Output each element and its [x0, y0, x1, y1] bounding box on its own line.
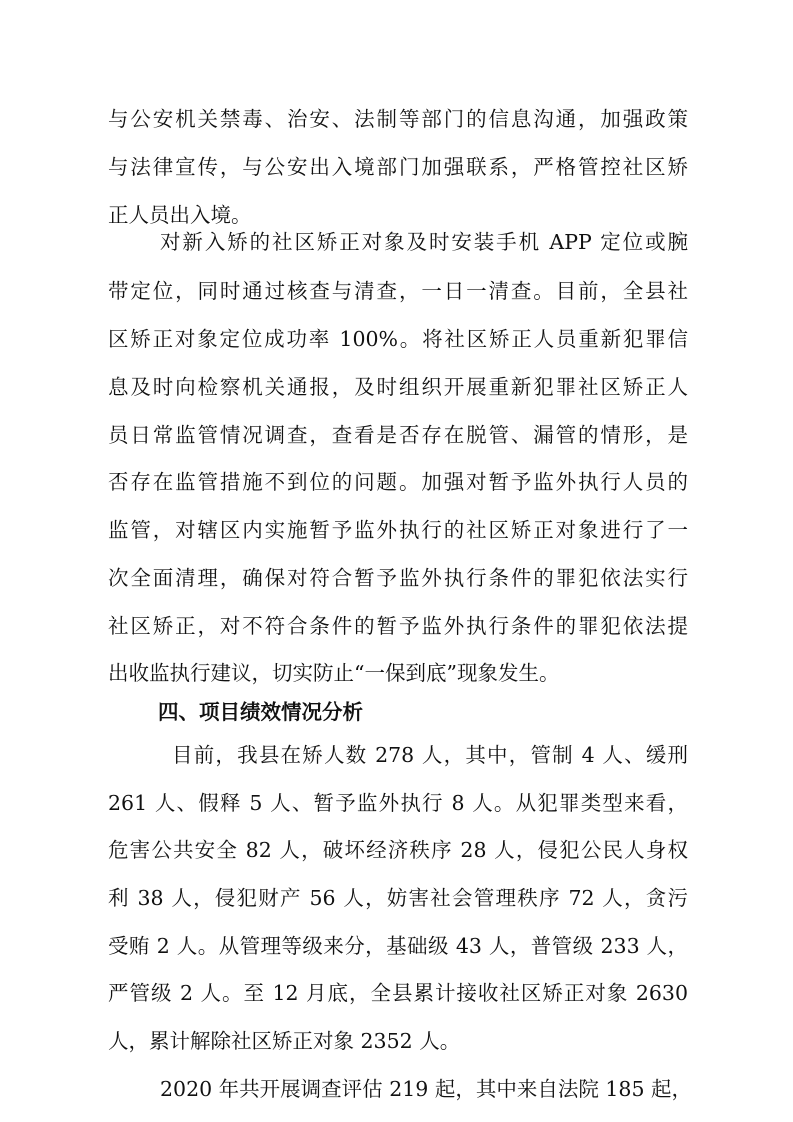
body-text-line: 否存在监管措施不到位的问题。加强对暂予监外执行人员的	[108, 470, 688, 494]
body-text-line: 正人员出入境。	[108, 203, 252, 227]
body-text-line: 2020 年共开展调查评估 219 起，其中来自法院 185 起，	[160, 1077, 693, 1101]
body-text-line: 带定位，同时通过核查与清查，一日一清查。目前，全县社	[108, 279, 688, 303]
body-text-line: 与公安机关禁毒、治安、法制等部门的信息沟通，加强政策	[108, 107, 688, 131]
body-text-line: 受贿 2 人。从管理等级来分，基础级 43 人，普管级 233 人，	[108, 934, 688, 958]
body-text-line: 社区矫正，对不符合条件的暂予监外执行条件的罪犯依法提	[108, 614, 688, 638]
body-text-line: 严管级 2 人。至 12 月底，全县累计接收社区矫正对象 2630	[108, 981, 688, 1005]
body-text-line: 目前，我县在矫人数 278 人，其中，管制 4 人、缓刑	[172, 743, 688, 767]
section-heading: 四、项目绩效情况分析	[158, 700, 363, 724]
body-text-line: 出收监执行建议，切实防止“一保到底”现象发生。	[108, 661, 560, 685]
body-text-line: 区矫正对象定位成功率 100%。将社区矫正人员重新犯罪信	[108, 327, 688, 351]
body-text-line: 261 人、假释 5 人、暂予监外执行 8 人。从犯罪类型来看，	[108, 791, 688, 815]
body-text-line: 对新入矫的社区矫正对象及时安装手机 APP 定位或腕	[160, 230, 688, 254]
body-text-line: 人，累计解除社区矫正对象 2352 人。	[108, 1029, 461, 1053]
body-text-line: 次全面清理，确保对符合暂予监外执行条件的罪犯依法实行	[108, 566, 688, 590]
body-text-line: 息及时向检察机关通报，及时组织开展重新犯罪社区矫正人	[108, 375, 688, 399]
body-text-line: 危害公共安全 82 人，破坏经济秩序 28 人，侵犯公民人身权	[108, 838, 688, 862]
body-text-line: 员日常监管情况调查，查看是否存在脱管、漏管的情形，是	[108, 423, 688, 447]
body-text-line: 监管，对辖区内实施暂予监外执行的社区矫正对象进行了一	[108, 518, 688, 542]
body-text-line: 与法律宣传，与公安出入境部门加强联系，严格管控社区矫	[108, 155, 688, 179]
body-text-line: 利 38 人，侵犯财产 56 人，妨害社会管理秩序 72 人，贪污	[108, 886, 688, 910]
